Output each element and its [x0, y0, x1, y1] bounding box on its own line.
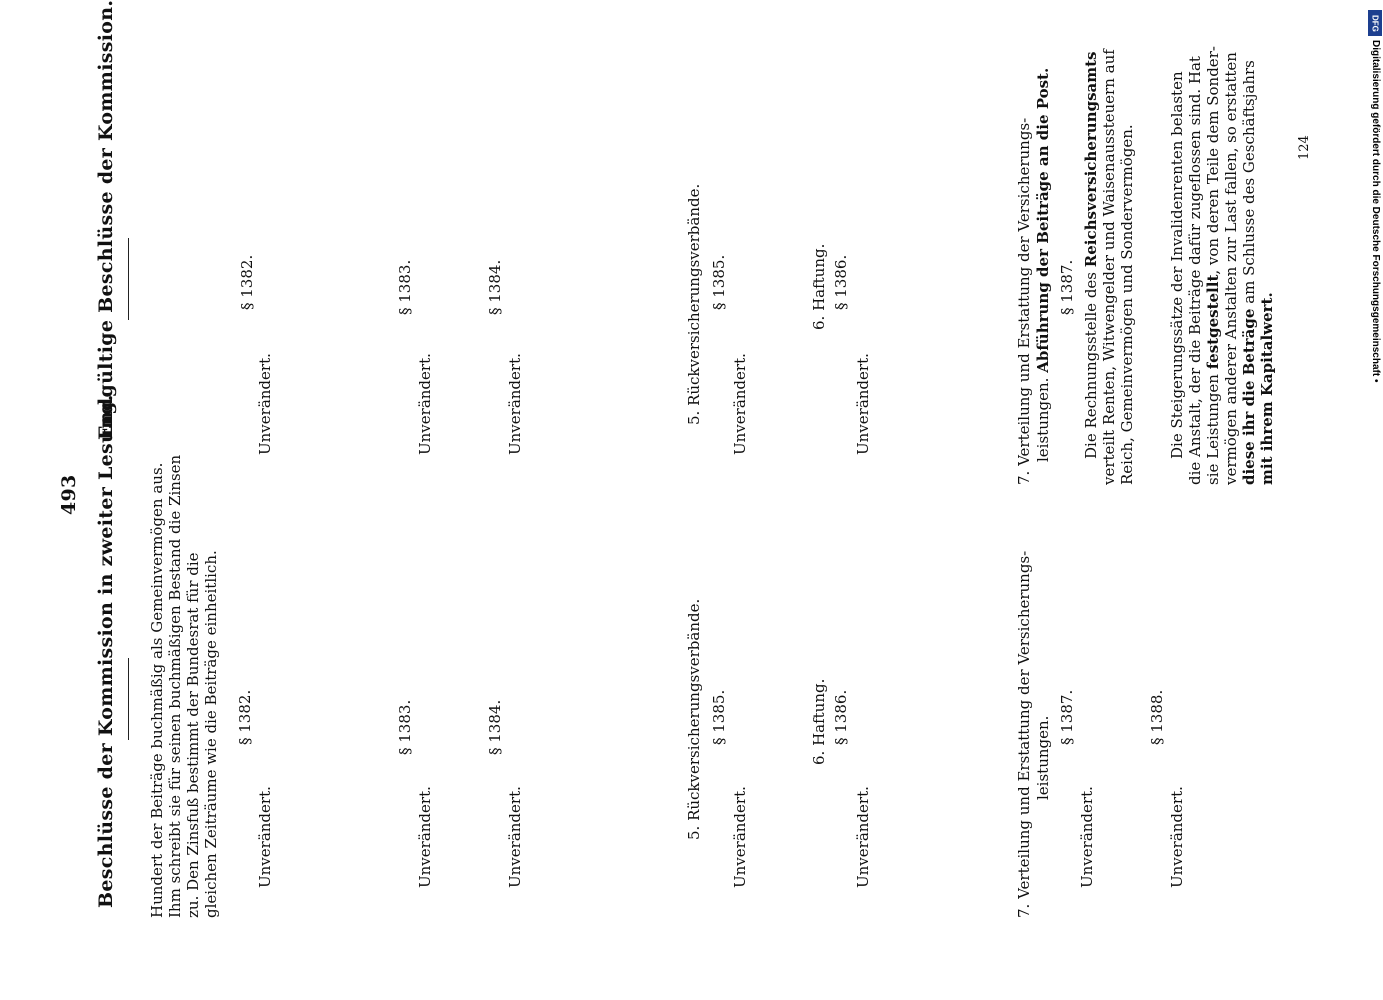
left-column-title: Beschlüsse der Kommission in zweiter Lesung. — [95, 394, 117, 908]
left-heading-7-line2: leistungen. — [1034, 715, 1052, 800]
right-section-1383: § 1383. — [396, 259, 414, 315]
para-line — [1240, 46, 1258, 485]
left-section-1384: § 1384. — [486, 699, 504, 755]
para-bold: Reichsversicherungsamts — [1082, 51, 1100, 268]
right-section-1382: § 1382. — [238, 254, 256, 310]
digitization-credit: Digitalisierung gefördert durch die Deutsche Forschungsgemeinschaft • — [1370, 40, 1381, 383]
para-bold: die Beträge — [1240, 308, 1258, 407]
right-1387-paragraph-1 — [1082, 49, 1136, 485]
para-line: vermögen anderer Anstalten zur Last fallen, so erstatten — [1222, 52, 1240, 485]
left-text-1382: Unverändert. — [256, 786, 274, 888]
left-section-1388: § 1388. — [1148, 689, 1166, 745]
left-title-rule — [128, 658, 129, 740]
right-text-1385: Unverändert. — [731, 353, 749, 455]
left-section-1386: § 1386. — [832, 689, 850, 745]
dfg-logo: DFG — [1368, 10, 1382, 36]
left-section-1383: § 1383. — [396, 699, 414, 755]
para-line — [1082, 49, 1100, 485]
right-heading-5: 5. Rückversicherungsverbände. — [685, 183, 703, 425]
left-intro-paragraph — [148, 455, 220, 918]
right-heading-6: 6. Haftung. — [810, 243, 828, 330]
right-heading-7-line2 — [1036, 68, 1051, 462]
para-bold: diese ihr — [1240, 406, 1258, 485]
right-column-title: Endgültige Beschlüsse der Kommission. — [95, 0, 117, 440]
right-section-1386: § 1386. — [832, 254, 850, 310]
intro-line: Hundert der Beiträge buchmäßig als Gemeinvermögen aus. — [148, 462, 166, 918]
right-section-1385: § 1385. — [710, 254, 728, 310]
para-bold: festgestellt — [1204, 274, 1222, 370]
para-line: die Anstalt, der die Beiträge dafür zugeflossen sind. Hat — [1186, 56, 1204, 485]
heading-7-word: leistungen. — [1034, 377, 1052, 462]
left-text-1388: Unverändert. — [1168, 786, 1186, 888]
left-heading-5: 5. Rückversicherungsverbände. — [685, 598, 703, 840]
para-line: verteilt Renten, Witwengelder und Waisenaussteuern auf — [1100, 49, 1118, 485]
footer-page-number: 124 — [1297, 135, 1312, 160]
intro-line: gleichen Zeiträume wie die Beiträge einheitlich. — [202, 550, 220, 918]
left-section-1385: § 1385. — [710, 689, 728, 745]
right-text-1382: Unverändert. — [256, 353, 274, 455]
para-text: , von deren Teile dem Sonder- — [1204, 46, 1222, 275]
left-text-1385: Unverändert. — [731, 786, 749, 888]
right-section-1387: § 1387. — [1058, 259, 1076, 315]
left-text-1383: Unverändert. — [416, 786, 434, 888]
right-heading-7-line1: 7. Verteilung und Erstattung der Versicherungs- — [1015, 117, 1033, 485]
left-text-1386: Unverändert. — [854, 786, 872, 888]
left-section-1382: § 1382. — [236, 689, 254, 745]
left-text-1387: Unverändert. — [1078, 786, 1096, 888]
left-section-1387: § 1387. — [1058, 689, 1076, 745]
right-text-1384: Unverändert. — [506, 353, 524, 455]
left-text-1384: Unverändert. — [506, 786, 524, 888]
para-line: mit ihrem Kapitalwert. — [1258, 292, 1276, 485]
right-title-rule — [128, 238, 129, 320]
para-line: Die Steigerungssätze der Invalidenrenten belasten — [1168, 71, 1186, 459]
left-heading-7-line1: 7. Verteilung und Erstattung der Versicherungs- — [1015, 550, 1033, 918]
page-number: 493 — [58, 474, 80, 515]
para-text: am Schlusse des Geschäftsjahrs — [1240, 60, 1258, 309]
right-1387-paragraph-2 — [1168, 46, 1276, 485]
right-section-1384: § 1384. — [486, 259, 504, 315]
para-text: Die Rechnungsstelle des — [1082, 267, 1100, 459]
intro-line: Ihm schreibt sie für seinen buchmäßigen Bestand die Zinsen — [166, 454, 184, 918]
left-heading-6: 6. Haftung. — [810, 678, 828, 765]
para-text: sie Leistungen — [1204, 369, 1222, 485]
para-line: Reich, Gemeinvermögen und Sondervermögen. — [1118, 124, 1136, 485]
heading-7-bold: Abführung der Beiträge an die Post. — [1034, 67, 1052, 373]
para-line — [1204, 46, 1222, 485]
right-text-1383: Unverändert. — [416, 353, 434, 455]
intro-line: zu. Den Zinsfuß bestimmt der Bundesrat für die — [184, 552, 202, 918]
right-text-1386: Unverändert. — [854, 353, 872, 455]
